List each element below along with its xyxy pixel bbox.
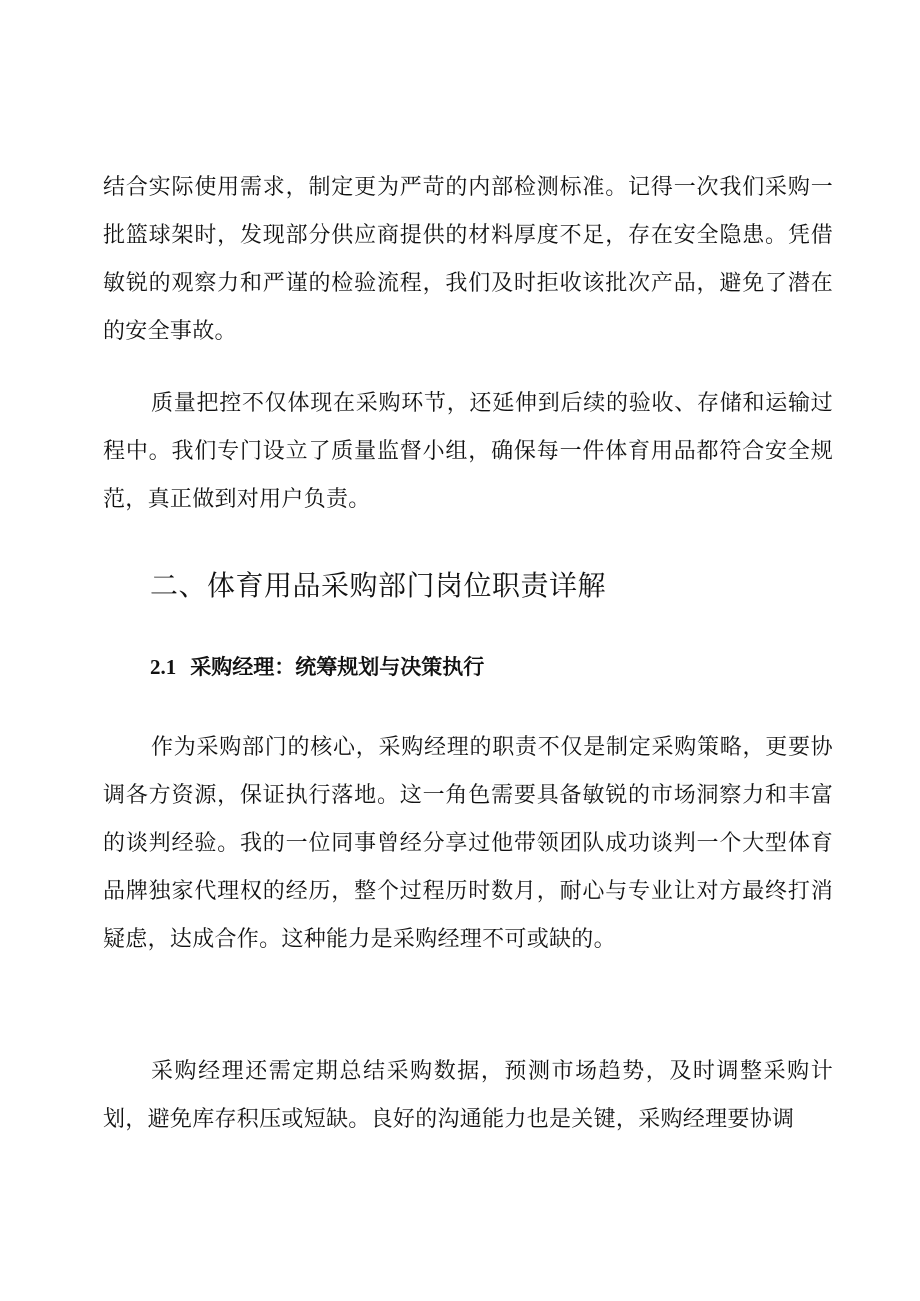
subsection-title: 采购经理：统筹规划与决策执行 <box>190 655 485 679</box>
subsection-heading <box>150 647 484 687</box>
body-paragraph: 作为采购部门的核心，采购经理的职责不仅是制定采购策略，更要协调各方资源，保证执行落地。这一角色需要具备敏锐的市场洞察力和丰富的谈判经验。我的一位同事曾经分享过他带领团队成功谈判一个大型体育品牌独家代理权的经历，整个过程历时数月，耐心与专业让对方最终打消疑虑，达成合作。这种能力是采购经理不可或缺的。 <box>103 735 833 952</box>
body-paragraph: 结合实际使用需求，制定更为严苛的内部检测标准。记得一次我们采购一批篮球架时，发现部分供应商提供的材料厚度不足，存在安全隐患。凭借敏锐的观察力和严谨的检验流程，我们及时拒收该批次产品，避免了潜在的安全事故。 <box>103 175 833 344</box>
section-heading: 二、体育用品采购部门岗位职责详解 <box>150 569 607 602</box>
subsection-number: 2.1 <box>150 655 177 679</box>
body-paragraph: 采购经理还需定期总结采购数据，预测市场趋势，及时调整采购计划，避免库存积压或短缺。良好的沟通能力也是关键，采购经理要协调 <box>103 1059 833 1132</box>
body-paragraph: 质量把控不仅体现在采购环节，还延伸到后续的验收、存储和运输过程中。我们专门设立了质量监督小组，确保每一件体育用品都符合安全规范，真正做到对用户负责。 <box>103 391 833 512</box>
